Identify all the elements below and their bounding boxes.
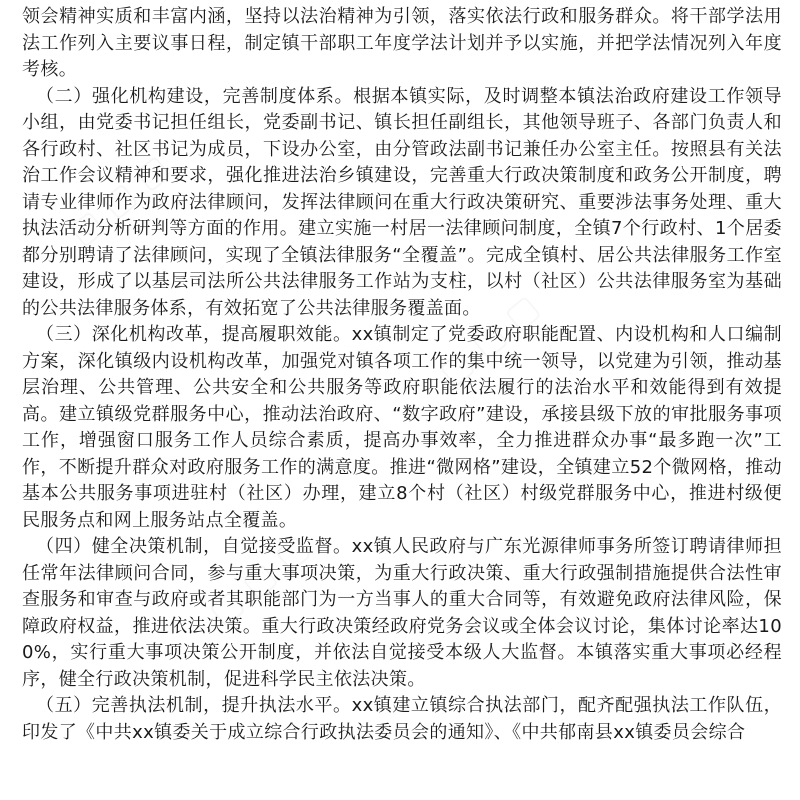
document-body xyxy=(22,4,782,746)
watermark-decoration: ▢ ▢ ▢ xyxy=(430,286,548,394)
paragraph-intro-continuation: 领会精神实质和丰富内涵，坚持以法治精神为引领，落实依法行政和服务群众。将干部学法用法工作列入主要议事日程，制定镇干部职工年度学法计划并予以实施，并把学法情况列入年度考核。 xyxy=(22,6,782,80)
paragraph-section-2: （二）强化机构建设，完善制度体系。根据本镇实际，及时调整本镇法治政府建设工作领导小组，由党委书记担任组长，党委副书记、镇长担任副组长，其他领导班子、各部门负责人和各行政村、社区书记为成员，下设办公室，由分管政法副书记兼任办公室主任。按照县有关法治工作会议精神和要求，强化推进法治乡镇建设，完善重大行政决策制度和政务公开制度，聘请专业律师作为政府法律顾问，发挥法律顾问在重大行政决策研究、重要涉法事务处理、重大执法活动分析研判等方面的作用。建立实施一村居一法律顾问制度，全镇7个行政村、1个居委都分别聘请了法律顾问，实现了全镇法律服务“全覆盖”。完成全镇村、居公共法律服务工作室建设，形成了以基层司法所公共法律服务工作站为支柱，以村（社区）公共法律服务室为基础的公共法律服务体系，有效拓宽了公共法律服务覆盖面。 xyxy=(22,85,782,319)
watermark-decoration: ▢ ▢ ▢ xyxy=(60,146,178,254)
watermark-decoration: ▢ ▢ ▢ xyxy=(200,526,318,634)
paragraph-section-4: （四）健全决策机制，自觉接受监督。xx镇人民政府与广东光源律师事务所签订聘请律师担任常年法律顾问合同，参与重大事项决策，为重大行政决策、重大行政强制措施提供合法性审查服务和审查与政府或者其职能部门为一方当事人的重大合同等，有效避免政府法律风险，保障政府权益，推进依法决策。重大行政决策经政府党务会议或全体会议讨论，集体讨论率达100%，实行重大事项决策公开制度，并依法自觉接受本级人大监督。本镇落实重大事项必经程序，健全行政决策机制，促进科学民主依法决策。 xyxy=(22,536,782,690)
paragraph-section-3: （三）深化机构改革，提高履职效能。xx镇制定了党委政府职能配置、内设机构和人口编制方案，深化镇级内设机构改革，加强党对镇各项工作的集中统一领导，以党建为引领，推动基层治理、公共管理、公共安全和公共服务等政府职能依法履行的法治水平和效能得到有效提高。建立镇级党群服务中心，推动法治政府、“数字政府”建设，承接县级下放的审批服务事项工作，增强窗口服务工作人员综合素质，提高办事效率，全力推进群众办事“最多跑一次”工作，不断提升群众对政府服务工作的满意度。推进“微网格”建设，全镇建立52个微网格，推动基本公共服务事项进驻村（社区）办理，建立8个村（社区）村级党群服务中心，推进村级便民服务点和网上服务站点全覆盖。 xyxy=(22,324,782,531)
paragraph-section-5: （五）完善执法机制，提升执法水平。xx镇建立镇综合执法部门，配齐配强执法工作队伍，印发了《中共xx镇委关于成立综合行政执法委员会的通知》、《中共郁南县xx镇委员会综合 xyxy=(22,695,782,743)
